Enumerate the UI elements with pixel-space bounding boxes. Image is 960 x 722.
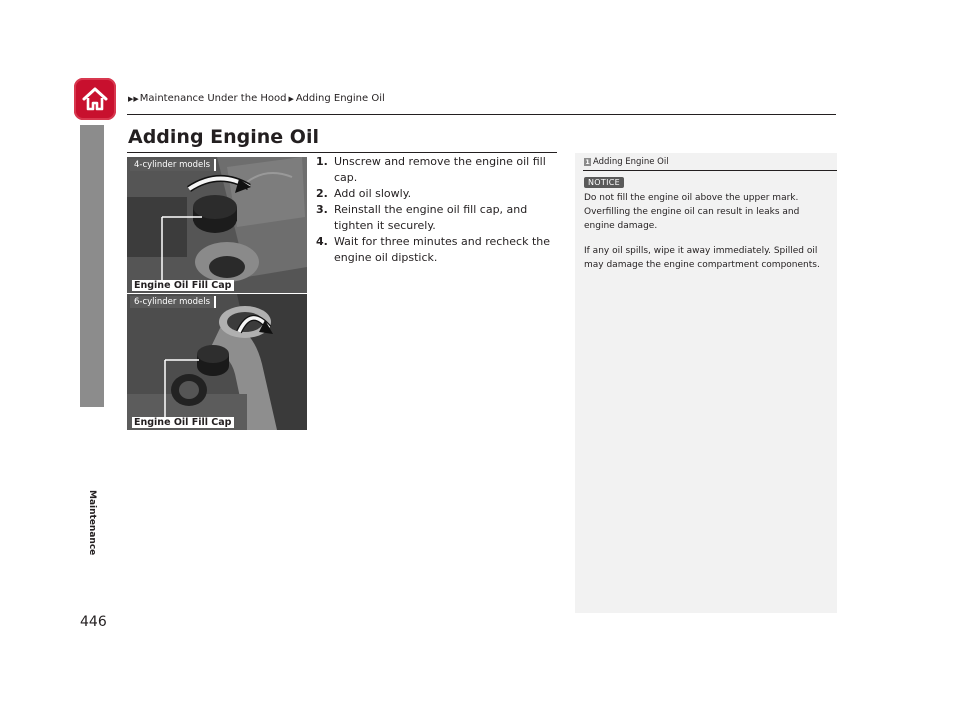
breadcrumb-separator-icon: ▶ [288,94,294,103]
step-text: Unscrew and remove the engine oil fill cap. [334,155,546,184]
step-number: 2. [316,187,328,200]
note-body [584,191,824,283]
breadcrumb-arrow-icon: ▶▶ [128,94,139,103]
sidebar-note [575,153,837,613]
step-item [316,234,562,266]
info-icon: 1 [585,158,590,166]
fill-cap-callout: Engine Oil Fill Cap [132,417,234,428]
note-divider [583,170,837,171]
fill-cap-callout: Engine Oil Fill Cap [132,280,234,291]
page-number: 446 [80,614,107,630]
engine-photo-6cyl [127,294,307,430]
note-heading-text: Adding Engine Oil [593,157,669,167]
model-tag: 4-cylinder models [130,159,216,171]
figure-6-cylinder [127,294,307,430]
step-number: 1. [316,155,328,168]
step-item [316,202,562,234]
title-divider [127,152,557,153]
header-divider [127,114,836,115]
step-text: Add oil slowly. [334,187,412,200]
notice-badge: NOTICE [584,177,624,188]
breadcrumb [128,93,385,104]
step-number: 3. [316,203,328,216]
breadcrumb-item-parent[interactable]: Maintenance Under the Hood [139,93,287,104]
note-heading [584,157,669,167]
model-tag: 6-cylinder models [130,296,216,308]
step-item [316,186,562,202]
chapter-label: Maintenance [87,490,97,556]
chapter-tab [80,125,104,407]
step-text: Reinstall the engine oil fill cap, and tighten it securely. [334,203,528,232]
note-paragraph: If any oil spills, wipe it away immediately. Spilled oil may damage the engine compartment components. [584,246,820,270]
engine-photo-4cyl [127,157,307,293]
home-icon [81,86,109,112]
step-item [316,154,562,186]
page-title: Adding Engine Oil [128,126,319,148]
step-number: 4. [316,235,328,248]
note-paragraph: Do not fill the engine oil above the upper mark. Overfilling the engine oil can result in leaks and engine damage. [584,193,800,231]
step-text: Wait for three minutes and recheck the engine oil dipstick. [334,235,551,264]
home-button[interactable] [74,78,116,120]
procedure-steps [316,154,562,266]
breadcrumb-item-current: Adding Engine Oil [295,93,385,104]
figure-4-cylinder [127,157,307,293]
